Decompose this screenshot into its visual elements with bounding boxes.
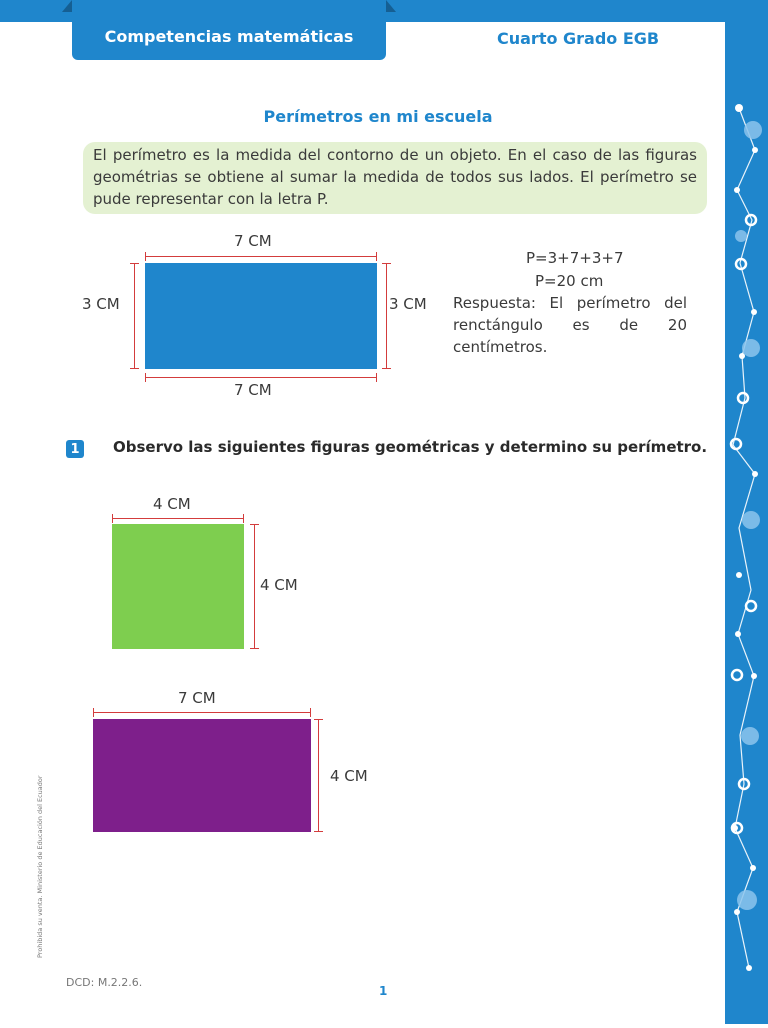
square-width-measure-line <box>112 518 244 519</box>
square-width-label: 4 CM <box>153 495 191 513</box>
example-right-measure-line <box>386 263 387 369</box>
intro-box <box>83 142 707 214</box>
tab-fold-right <box>386 0 396 12</box>
side-credit: Prohibida su venta. Ministerio de Educación del Ecuador <box>36 775 44 958</box>
page-title: Perímetros en mi escuela <box>263 107 493 126</box>
grade-label: Cuarto Grado EGB <box>497 29 660 48</box>
page-number: 1 <box>379 984 388 998</box>
square-height-measure-line <box>254 524 255 649</box>
example-top-label: 7 CM <box>234 232 272 250</box>
example-left-label: 3 CM <box>82 295 120 313</box>
example-top-measure-line <box>145 256 377 257</box>
header-tab <box>72 12 386 60</box>
formula-line-2: P=20 cm <box>535 272 604 290</box>
answer-text: Respuesta: El perímetro del renctángulo es de 20 centímetros. <box>453 294 687 356</box>
square-height-label: 4 CM <box>260 576 298 594</box>
constellation-decoration-icon <box>725 0 768 1024</box>
rectangle-width-measure-line <box>93 712 311 713</box>
exercise-instruction: Observo las siguientes figuras geométricas y determino su perímetro. <box>113 438 708 456</box>
header-tab-title: Competencias matemáticas <box>104 26 354 46</box>
rectangle-figure <box>93 719 311 832</box>
decorative-side-strip <box>725 0 768 1024</box>
example-rectangle <box>145 263 377 369</box>
formula-line-1: P=3+7+3+7 <box>526 249 624 267</box>
example-bottom-label: 7 CM <box>234 381 272 399</box>
example-right-label: 3 CM <box>389 295 427 313</box>
rectangle-width-label: 7 CM <box>178 689 216 707</box>
rectangle-height-measure-line <box>318 719 319 832</box>
example-bottom-measure-line <box>145 377 377 378</box>
square-figure <box>112 524 244 649</box>
rectangle-height-label: 4 CM <box>330 767 368 785</box>
example-left-measure-line <box>134 263 135 369</box>
tab-fold-left <box>62 0 72 12</box>
intro-text: El perímetro es la medida del contorno de un objeto. En el caso de las figuras geométrias se obtiene al sumar la medida de todos sus lados. El perímetro se pude representar con la letra P. <box>93 146 697 208</box>
dcd-code: DCD: M.2.2.6. <box>66 976 143 989</box>
exercise-number-badge: 1 <box>66 440 84 458</box>
